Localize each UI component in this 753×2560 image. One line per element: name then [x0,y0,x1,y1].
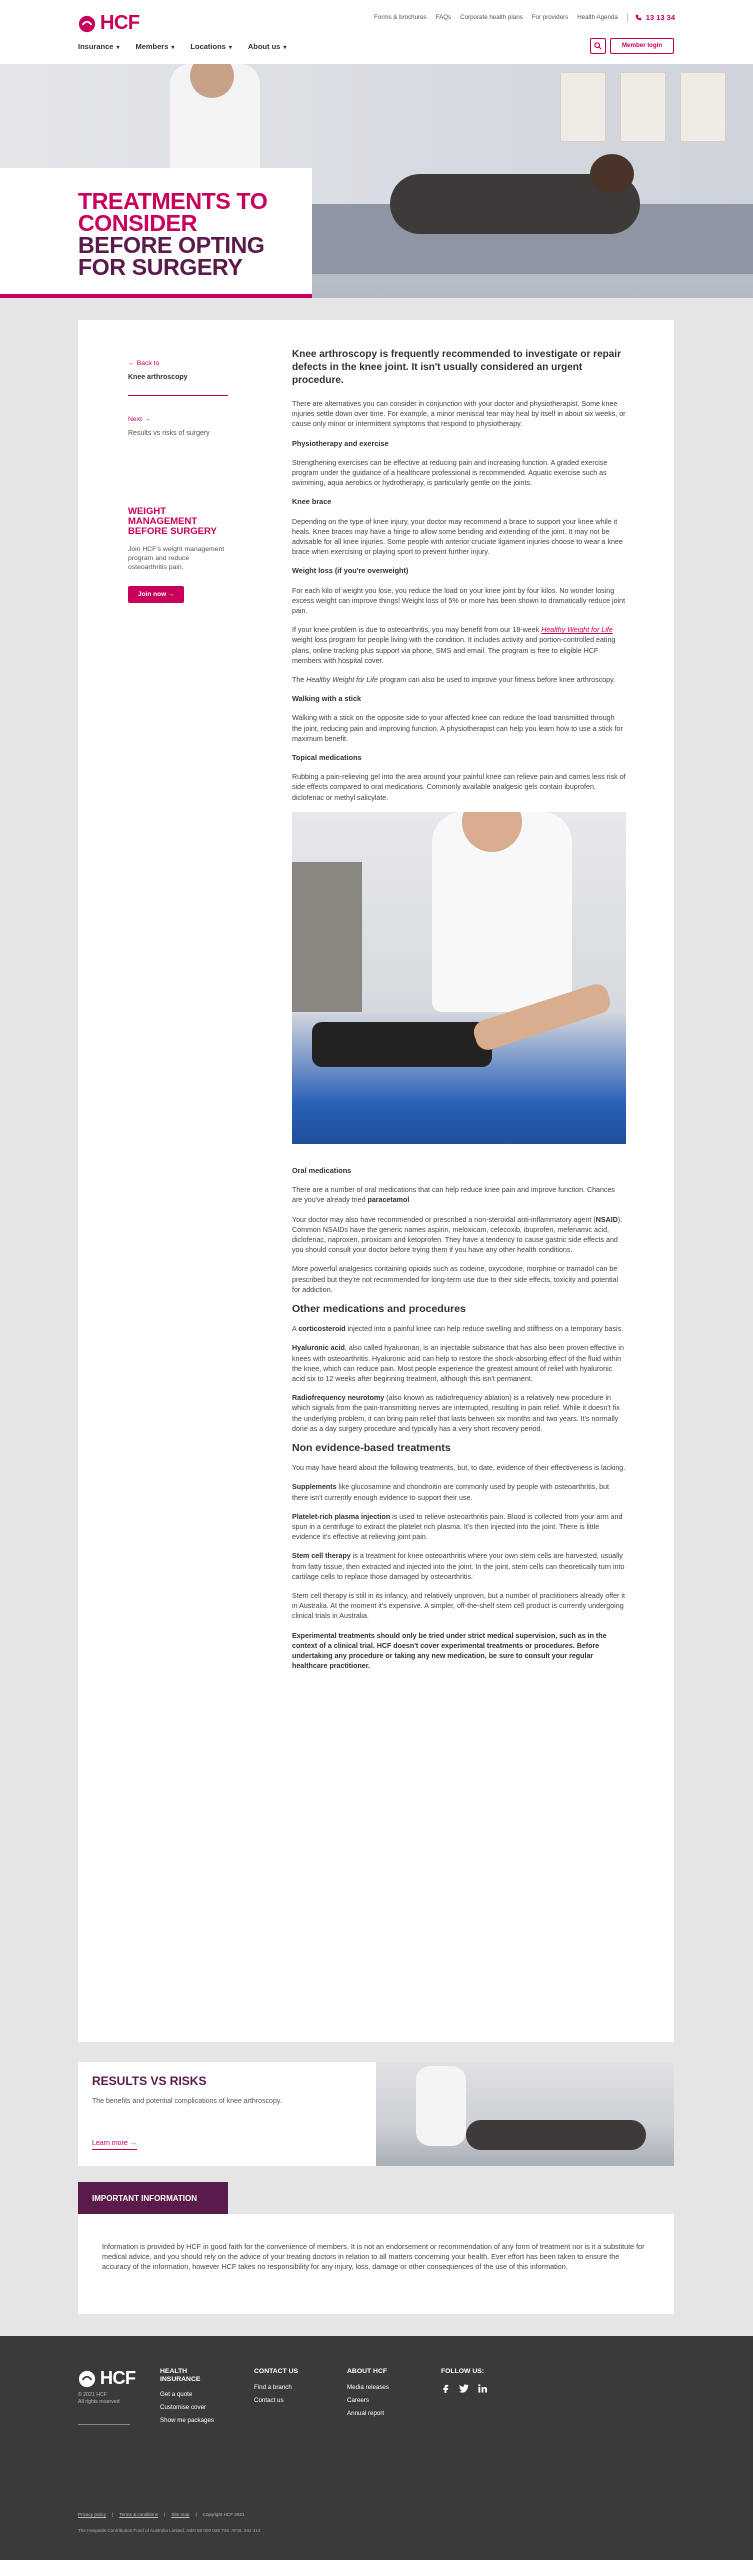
back-link[interactable]: ← Back to [128,360,160,367]
search-button[interactable] [590,38,606,54]
back-title: Knee arthroscopy [128,374,188,381]
footer-col-health-insurance [160,2368,220,2430]
article-paragraph: Depending on the type of knee injury, your doctor may recommend a brace to support your knee while it heals. Knee braces may have a hinge to allow some bending and extending of the joint. It may not be advisable for all knee injuries. Some people with anterior cruciate ligament injuries choose to wear a knee brace when exercising or playing sport to prevent further injury. [292,517,623,557]
footer-link[interactable]: Careers [347,2396,370,2404]
util-link-providers[interactable]: For providers [531,14,569,21]
section-heading: Physiotherapy and exercise [292,438,389,448]
join-now-button[interactable]: Join now → [128,586,184,603]
utility-nav [374,13,675,22]
hcf-logo-icon [78,15,96,33]
facebook-icon[interactable] [441,2384,450,2393]
article-paragraph: There are a number of oral medications that can help reduce knee pain and improve function. Chances are you've already tried paracetamol [292,1186,615,1205]
nav-about[interactable]: About us ▾ [247,42,287,51]
footer-logo[interactable] [78,2368,136,2389]
nav-locations[interactable]: Locations ▾ [190,42,232,51]
main-nav [78,42,286,51]
footer-link[interactable]: Find a branch [254,2383,292,2391]
article-paragraph: For each kilo of weight you lose, you reduce the load on your knee joint by four kilos. No wonder losing excess weight can improve things! Weight loss of 5% or more has been shown to dramatically reduce joint pain. [292,586,626,616]
search-icon [594,42,602,50]
chevron-down-icon: ▾ [283,45,287,51]
chevron-down-icon: ▾ [228,45,232,51]
photo-shelf [292,862,362,1012]
footer-col-title: FOLLOW US: [441,2368,485,2375]
logo-text: HCF [100,12,140,34]
rvr-title: RESULTS VS RISKS [92,2074,207,2088]
article-lead: Knee arthroscopy is frequently recommended to investigate or repair defects in the knee joint. It isn't usually considered an urgent procedure. [292,349,621,386]
phone-icon [635,14,642,21]
rvr-image [376,2062,674,2166]
rvr-image-doctor [416,2066,466,2146]
phone-link[interactable] [627,13,675,22]
next-title[interactable]: Results vs risks of surgery [128,430,210,437]
article-paragraph: There are alternatives you can consider in conjunction with your doctor and physiotherapist. Some knee injuries settle down over time. For example, a minor meniscal tear may heal by itself in about six weeks, or cause only minor or intermittent symptoms that respond to physiotherapy. [292,400,626,429]
site-header [0,0,753,64]
article-paragraph: Your doctor may also have recommended or prescribed a non-steroidal anti-inflammatory agent (NSAID). Common NSAIDs have the generic names aspirin, meloxicam, celecoxib, ibuprofen, mefenamic acid, diclofenac, naproxen, piroxicam and ketoprofen. They have a tendency to cause gastric side effects and you should consult your doctor before trying them if you have any other health conditions. [292,1215,623,1255]
footer-link[interactable]: Media releases [347,2383,389,2391]
phone-number: 13 13 34 [645,13,675,22]
promo-text: Join HCF's weight management program and reduce osteoarthritis pain. [128,546,225,571]
footer-bottom-copyright: Copyright HCF 2021 [202,2512,245,2517]
sidebar-divider [128,395,228,396]
rvr-image-patient [466,2120,646,2150]
footer-col-contact [254,2368,298,2410]
section-heading: Knee brace [292,497,332,507]
hero-banner [0,64,753,298]
article-paragraph: Rubbing a pain-relieving gel into the area around your painful knee can relieve pain and carries less risk of side effects compared to oral medications. Commonly available analgesic gels contain ibuprofen, diclofenac or methyl salicylate. [292,773,626,802]
twitter-icon[interactable] [459,2384,469,2393]
footer-bottom-links: Privacy policy | Terms & conditions | Site map | Copyright HCF 2021 [78,2512,245,2517]
section-heading: Non evidence-based treatments [292,1441,451,1454]
important-info-box [78,2214,674,2314]
footer-col-follow [441,2368,487,2393]
healthy-weight-link[interactable]: Healthy Weight for Life [541,626,613,635]
important-info-title: IMPORTANT INFORMATION [78,2182,228,2214]
nav-members[interactable]: Members ▾ [135,42,175,51]
hcf-logo-icon [78,2370,96,2388]
footer-legal: The Hospitals Contribution Fund of Australia Limited. ABN 68 000 026 746. AFSL 241 414 [78,2528,261,2533]
article-paragraph: Stem cell therapy is a treatment for knee osteoarthritis where your own stem cells are harvested, usually from fatty tissue, then extracted and injected into the joint. In the joint, stem cells can theoretically turn into cartilage cells to replace those damaged by osteoarthritis. [292,1552,625,1581]
hcf-logo[interactable] [78,12,140,35]
section-heading: Weight loss (if you're overweight) [292,566,409,576]
chevron-down-icon: ▾ [116,45,120,51]
article-paragraph: Platelet-rich plasma injection is used to relieve osteoarthritis pain. Blood is collected from your arm and spun in a centrifuge to extract the platelet rich plasma. It's then injected into the joint. There is little evidence it's effective at relieving joint pain. [292,1512,623,1542]
article-paragraph: Hyaluronic acid, also called hyaluronan, is an injectable substance that has also been proven effective in knees with osteoarthritis. Hyaluronic acid can help to restore the shock-absorbing effect of the fluid within the knee, which can reduce pain. Most people experience the greatest amount of relief with hyaluronic acid six to 12 weeks after beginning treatment, although this isn't permanent. [292,1344,624,1383]
article-paragraph: Strengthening exercises can be effective at reducing pain and increasing function. A graded exercise program under the guidance of a healthcare professional is recommended. Aquatic exercise such as swimming, aqua aerobics or hydrotherapy, is particularly gentle on the joints. [292,458,608,488]
util-link-health-agenda[interactable]: Health Agenda [577,14,618,21]
hero-patient-head [590,154,634,194]
rvr-text: The benefits and potential complications of knee arthroscopy. [92,2098,282,2105]
anatomy-poster [620,72,666,142]
article-warning: Experimental treatments should only be tried under strict medical supervision, such as in the context of a clinical trial. HCF doesn't cover experimental treatments or procedures. Before undertaking any procedure or taking any new medication, be sure to consult your regular healthcare practitioner. [292,1631,607,1671]
footer-copyright: © 2021 HCF All rights reserved [78,2392,120,2405]
util-link-faqs[interactable]: FAQs [435,14,452,21]
anatomy-poster [680,72,726,142]
util-link-forms[interactable]: Forms & brochures [374,14,427,21]
results-vs-risks-card[interactable] [78,2062,674,2166]
terms-link[interactable]: Terms & conditions [119,2512,159,2517]
footer-col-about [347,2368,389,2423]
article-paragraph: A corticosteroid injected into a painful knee can help reduce swelling and stiffness on a temporary basis. [292,1325,624,1334]
privacy-link[interactable]: Privacy policy [78,2512,107,2517]
social-links [441,2384,487,2393]
physio-photo [292,812,626,1144]
sitemap-link[interactable]: Site map [171,2512,190,2517]
footer-col-title: CONTACT US [254,2368,299,2375]
util-link-corporate[interactable]: Corporate health plans [460,14,523,21]
article-paragraph: Stem cell therapy is still in its infancy, and relatively unproven, but a number of practitioners already offer it in Australia. At the moment it's expensive. A simpler, off-the-shelf stem cell product is currently undergoing clinical trials in Australia. [292,1591,625,1621]
footer-divider [78,2424,130,2425]
important-info-text: Information is provided by HCF in good faith for the convenience of members. It is not an endorsement or recommendation of any form of treatment nor is it a substitute for medical advice, and you should rely on the advice of your treating doctors in relation to all matters concerning your health. Ever effort has been taken to ensure the accuracy of the information, however HCF takes no responsibility for any injury, loss, damage or other consequences of the use of this information. [102,2242,645,2272]
footer-link[interactable]: Annual report [347,2409,385,2417]
nav-insurance[interactable]: Insurance ▾ [78,42,120,51]
article-paragraph: You may have heard about the following treatments, but, to date, evidence of their effectiveness is lacking. [292,1464,626,1473]
section-heading: Oral medications [292,1165,352,1175]
footer-link[interactable]: Contact us [254,2396,284,2404]
chevron-down-icon: ▾ [171,45,175,51]
site-footer [0,2336,753,2560]
linkedin-icon[interactable] [478,2384,487,2393]
article-paragraph: The Healthy Weight for Life program can also be used to improve your fitness before knee arthroscopy. [292,676,616,685]
hero-title-box [0,168,312,298]
content-card [78,320,674,2042]
article-paragraph: Supplements like glucosamine and chondroitin are commonly used by people with osteoarthritis, but there isn't currently enough evidence to support their use. [292,1483,610,1502]
article-paragraph: More powerful analgesics containing opioids such as codeine, oxycodone, morphine or tramadol can be prescribed but they're not recommended for long-term use due to their side effects, toxicity and potential for addiction. [292,1265,619,1294]
article-paragraph: If your knee problem is due to osteoarthritis, you may benefit from our 18-week Healthy Weight for Life weight loss program for people living with the condition. It includes activity and portion-controlled eating plans, online tracking plus support via phone, SMS and email. The program is free to eligible HCF members with hospital cover. [292,626,616,665]
sidebar [128,352,228,603]
article-paragraph: Radiofrequency neurotomy (also known as radiofrequency ablation) is a relatively new procedure in which signals from the pain-transmitting nerves are interrupted, resulting in pain relief. While it doesn't fix the underlying problem, it can bring pain relief that lasts between six months and two years. It's normally done as a day surgery procedure and typically has a very short recovery period. [292,1394,620,1433]
footer-link[interactable]: Customise cover [160,2404,207,2411]
hero-accent-stripe [0,294,312,298]
learn-more-link[interactable]: Learn more → [92,2140,137,2150]
footer-link[interactable]: Get a quote [160,2391,193,2398]
footer-logo-text: HCF [100,2368,136,2388]
footer-col-title: HEALTH INSURANCE [160,2368,201,2383]
next-link[interactable]: Next → [128,416,151,423]
footer-link[interactable]: Show me packages [160,2417,214,2424]
anatomy-poster [560,72,606,142]
photo-patient-shorts [312,1022,492,1067]
page-title: TREATMENTS TO CONSIDER BEFORE OPTING FOR SURGERY [78,188,268,280]
footer-col-title: ABOUT HCF [347,2368,388,2375]
member-login-button[interactable]: Member login [610,38,674,54]
article-body [292,348,626,1680]
section-heading: Other medications and procedures [292,1302,466,1315]
article-paragraph: Walking with a stick on the opposite side to your affected knee can reduce the load transmitted through the joint, reducing pain and improving function. A physiotherapist can help you learn how to use a stick for maximum benefit. [292,714,623,743]
section-heading: Walking with a stick [292,694,362,704]
promo-title: WEIGHT MANAGEMENT BEFORE SURGERY [128,506,217,537]
section-heading: Topical medications [292,753,362,763]
